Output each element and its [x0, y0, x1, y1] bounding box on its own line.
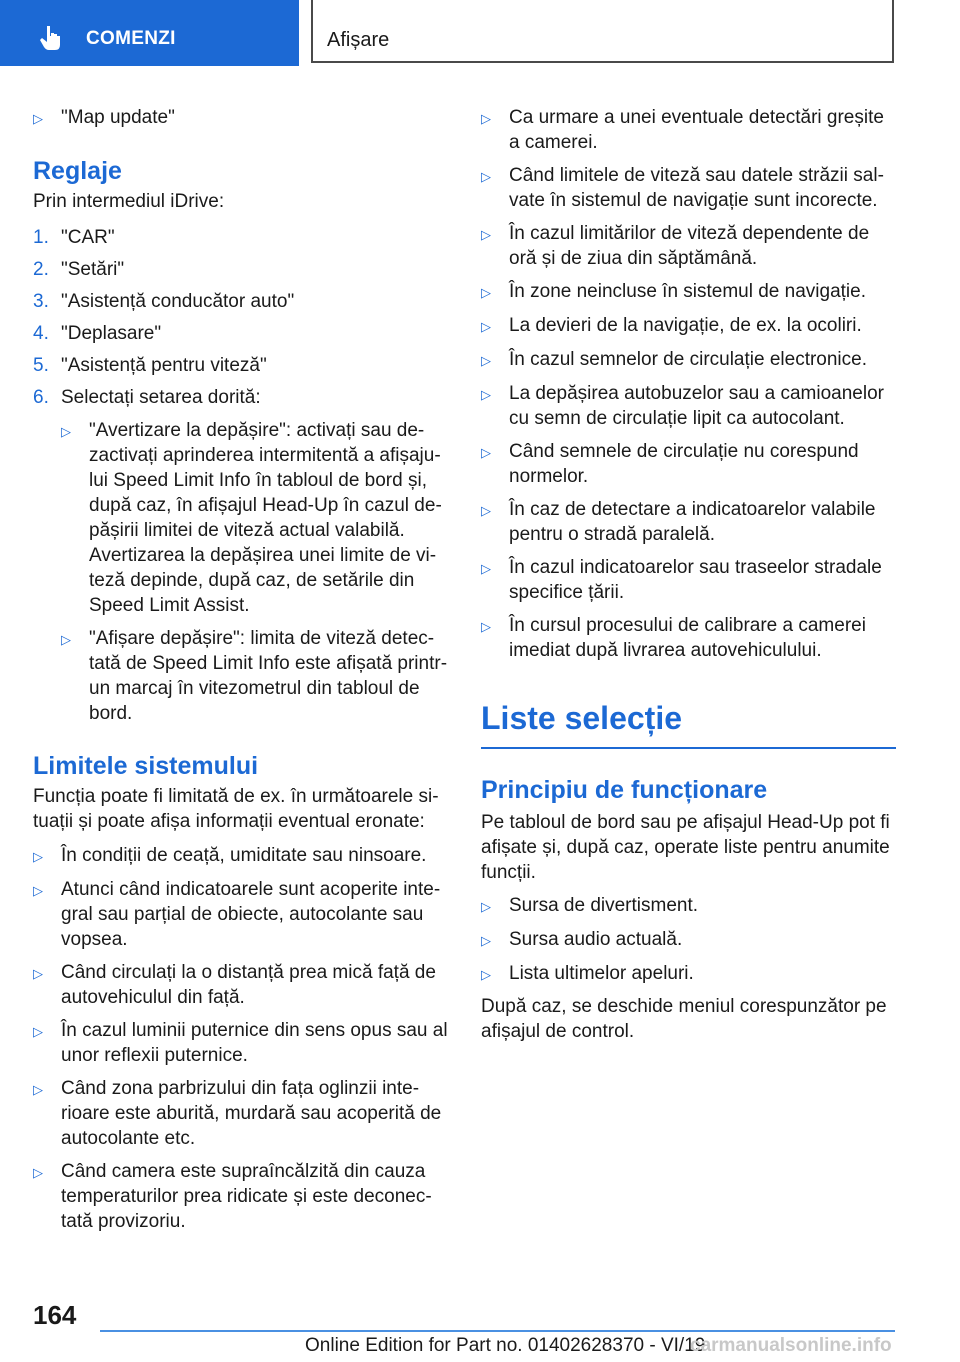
step-item: 4. "Deplasare" — [33, 323, 162, 344]
list-item: ▷ În cazul limitărilor de viteză dependente de oră și de ziua din săptămână. — [481, 223, 870, 269]
bullet-triangle-icon: ▷ — [33, 1165, 43, 1180]
list-item: ▷ La devieri de la navigație, de ex. la ocoliri. — [481, 313, 896, 339]
right-column — [481, 100, 896, 1044]
bullet-triangle-icon: ▷ — [481, 967, 491, 982]
footer-rule — [100, 1330, 895, 1332]
bullet-triangle-icon: ▷ — [481, 899, 491, 914]
bullet-triangle-icon: ▷ — [481, 619, 491, 634]
list-item: ▷ Când zona parbrizului din fața oglinzii interioare este aburită, murdară sau acoperită de autocolante etc. — [33, 1078, 442, 1149]
list-item: ▷ "Avertizare la depășire": activați sau dezactivați aprinderea intermitentă a afișajului Speed Limit Info în tabloul de bord și, după caz, în afișajul Head-Up în cazul depășirii limitei de viteză actual valabilă. Avertizarea la depășirea unei limite de viteză depinde, după caz, de setările din Speed Limit Assist. — [61, 420, 442, 616]
chapter-heading-liste: Liste selecție — [481, 700, 682, 736]
watermark: carmanualsonline.info — [690, 1335, 892, 1356]
paragraph: Prin intermediul iDrive: — [33, 191, 225, 212]
list-item: ▷ Sursa de divertisment. — [481, 893, 896, 919]
list-item: ▷ Când limitele de viteză sau datele străzii salvate în sistemul de navigație sunt incorecte. — [481, 165, 884, 211]
bullet-triangle-icon: ▷ — [33, 1082, 43, 1097]
list-item: ▷ În caz de detectare a indicatoarelor valabile pentru o stradă paralelă. — [481, 499, 876, 545]
list-item: ▷ Când semnele de circulație nu corespund normelor. — [481, 441, 859, 487]
sub-list — [33, 418, 453, 726]
left-column — [33, 100, 453, 1234]
paragraph: Funcția poate fi limitată de ex. în următoarele situații și poate afișa informații eventual eronate: — [33, 786, 439, 832]
section-heading-reglaje: Reglaje — [33, 157, 122, 185]
bullet-triangle-icon: ▷ — [61, 424, 71, 439]
chapter-header — [311, 0, 894, 63]
limits-list — [33, 843, 453, 1234]
section-label: COMENZI — [86, 28, 176, 49]
paragraph: Pe tabloul de bord sau pe afișajul Head-Up pot fi afișate și, după caz, operate liste pentru anumite funcții. — [481, 812, 890, 883]
limits-list-continued — [481, 105, 896, 663]
bullet-triangle-icon: ▷ — [481, 353, 491, 368]
bullet-triangle-icon: ▷ — [33, 966, 43, 981]
bullet-triangle-icon: ▷ — [481, 387, 491, 402]
bullet-triangle-icon: ▷ — [481, 111, 491, 126]
step-item: 1. "CAR" — [33, 227, 115, 248]
bullet-triangle-icon: ▷ — [481, 503, 491, 518]
list-item: ▷ Când camera este supraîncălzită din cauza temperaturilor prea ridicate și este deconectată provizoriu. — [33, 1161, 432, 1232]
step-item: 2. "Setări" — [33, 259, 125, 280]
bullet-triangle-icon: ▷ — [481, 285, 491, 300]
section-tab — [0, 0, 299, 66]
list-item: ▷ Când circulați la o distanță prea mică față de autovehiculul din față. — [33, 962, 436, 1008]
list-item: ▷ "Map update" — [33, 105, 453, 131]
step-item: 3. "Asistență conducător auto" — [33, 291, 295, 312]
chapter-title: Afișare — [327, 29, 390, 51]
step-item: 6. Selectați setarea dorită: — [33, 387, 261, 408]
bullet-triangle-icon: ▷ — [481, 933, 491, 948]
bullet-triangle-icon: ▷ — [33, 1024, 43, 1039]
list-item: ▷ Ca urmare a unei eventuale detectări greșite a camerei. — [481, 107, 884, 153]
page-number: 164 — [33, 1300, 77, 1330]
bullet-triangle-icon: ▷ — [481, 227, 491, 242]
bullet-triangle-icon: ▷ — [481, 561, 491, 576]
sources-list — [481, 893, 896, 987]
list-item: ▷ În cazul semnelor de circulație electronice. — [481, 347, 896, 373]
steps-list — [33, 225, 453, 726]
bullet-triangle-icon: ▷ — [481, 169, 491, 184]
section-heading-limitele: Limitele sistemului — [33, 752, 259, 780]
bullet-triangle-icon: ▷ — [481, 319, 491, 334]
section-heading-principiu: Principiu de funcționare — [481, 776, 768, 804]
list-item: ▷ În cazul indicatoarelor sau traseelor stradale specifice țării. — [481, 557, 882, 603]
hand-pointer-icon — [38, 23, 66, 51]
list-item: ▷ Lista ultimelor apeluri. — [481, 961, 896, 987]
list-item: ▷ În condiții de ceață, umiditate sau ninsoare. — [33, 843, 453, 869]
list-item: ▷ În zone neincluse în sistemul de navigație. — [481, 279, 896, 305]
list-item: ▷ Atunci când indicatoarele sunt acoperite integral sau parțial de obiecte, autocolante sau vopsea. — [33, 879, 441, 950]
bullet-triangle-icon: ▷ — [33, 111, 43, 126]
bullet-triangle-icon: ▷ — [481, 445, 491, 460]
step-item: 5. "Asistență pentru viteză" — [33, 355, 267, 376]
list-item: ▷ La depășirea autobuzelor sau a camioanelor cu semn de circulație lipit ca autocolant. — [481, 383, 884, 429]
bullet-triangle-icon: ▷ — [33, 849, 43, 864]
list-item: ▷ "Afișare depășire": limita de viteză detectată de Speed Limit Info este afișată printr-un marcaj în vitezometrul din tabloul de bord. — [61, 628, 448, 724]
heading-rule — [481, 747, 896, 749]
list-item: ▷ În cazul luminii puternice din sens opus sau al unor reflexii puternice. — [33, 1020, 448, 1066]
bullet-triangle-icon: ▷ — [61, 632, 71, 647]
list-item: ▷ În cursul procesului de calibrare a camerei imediat după livrarea autovehiculului. — [481, 615, 866, 661]
bullet-triangle-icon: ▷ — [33, 883, 43, 898]
paragraph: După caz, se deschide meniul corespunzător pe afișajul de control. — [481, 996, 887, 1042]
edition-text: Online Edition for Part no. 01402628370 - VI/19 — [305, 1335, 706, 1356]
list-item: ▷ Sursa audio actuală. — [481, 927, 896, 953]
